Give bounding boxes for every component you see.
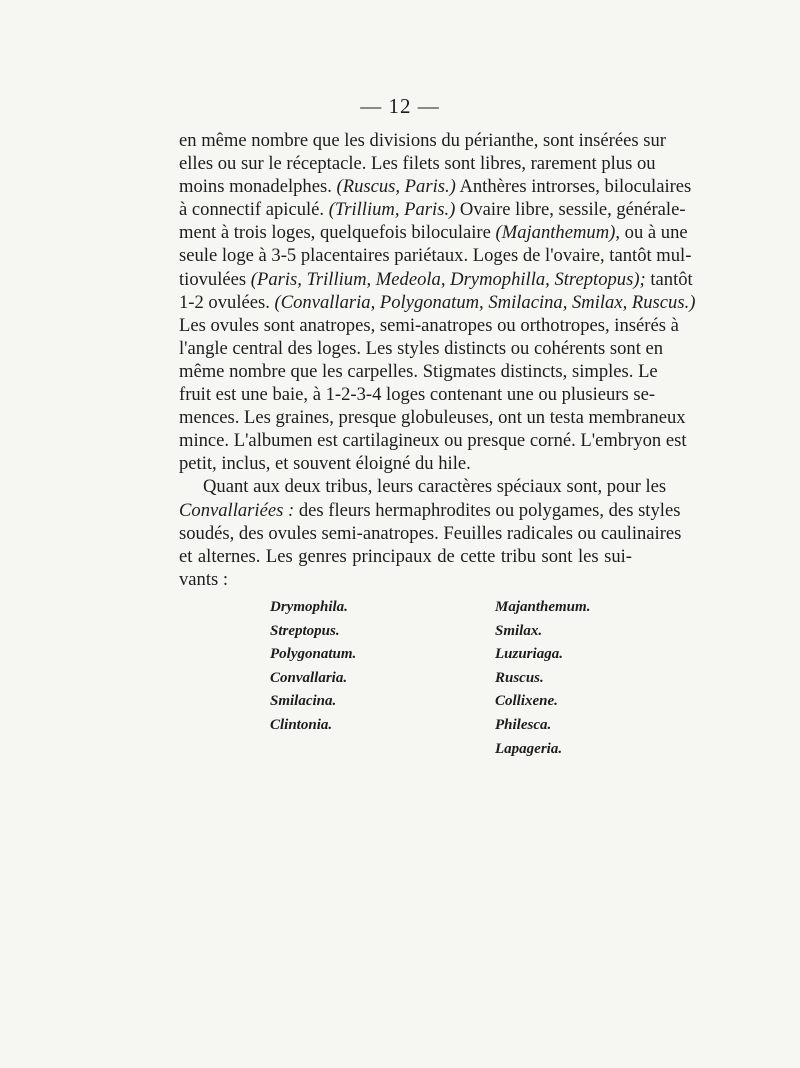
text-line: moins monadelphes. (Ruscus, Paris.) Anthères introrses, biloculaires [179,176,692,198]
text-line: ment à trois loges, quelquefois biloculaire (Majanthemum), ou à une [179,222,688,244]
text-line: elles ou sur le réceptacle. Les filets sont libres, rarement plus ou [179,153,656,175]
genus-item: Ruscus. [495,669,544,686]
text-line: seule loge à 3-5 placentaires pariétaux. Loges de l'ovaire, tantôt mul- [179,245,692,267]
genus-item: Majanthemum. [495,599,591,615]
citation: (Convallaria, Polygonatum, Smilacina, Smilax, Ruscus.) [274,291,696,313]
text-line: mince. L'albumen est cartilagineux ou presque corné. L'embryon est [179,430,687,452]
text-line: Les ovules sont anatropes, semi-anatropes ou orthotropes, insérés à [179,314,679,336]
text-line: même nombre que les carpelles. Stigmates distincts, simples. Le [179,360,658,382]
genus-item: Drymophila. [270,599,348,615]
citation: (Ruscus, Paris.) [336,176,456,198]
genus-item: Clintonia. [270,716,333,733]
genus-item: Luzuriaga. [495,646,563,663]
page-number: — 12 — [360,94,440,118]
genera-list-right [495,596,590,761]
citation: (Paris, Trillium, Medeola, Drymophilla, Streptopus); [250,268,646,290]
text-line: mences. Les graines, presque globuleuses, ont un testa membraneux [179,407,686,429]
genus-item: Polygonatum. [270,646,357,663]
text-line: soudés, des ovules semi-anatropes. Feuilles radicales ou caulinaires [179,522,682,544]
genus-item: Collixene. [495,693,558,710]
genera-list-left [270,596,356,738]
citation: (Trillium, Paris.) [328,199,456,221]
text-line: fruit est une baie, à 1-2-3-4 loges contenant une ou plusieurs se- [179,384,656,406]
genus-item: Convallaria. [270,669,348,686]
genus-item: Lapageria. [495,740,563,757]
text-line: et alternes. Les genres principaux de cette tribu sont les sui- [179,545,632,567]
genus-item: Streptopus. [270,622,340,639]
text-line: tiovulées (Paris, Trillium, Medeola, Drymophilla, Streptopus); tantôt [179,268,693,290]
text-line: vants : [179,568,229,590]
citation: (Majanthemum) [495,222,616,244]
text-line: petit, inclus, et souvent éloigné du hile. [179,453,471,475]
genus-item: Smilacina. [270,693,337,710]
text-line: à connectif apiculé. (Trillium, Paris.) Ovaire libre, sessile, générale- [179,199,686,221]
text-line: l'angle central des loges. Les styles distincts ou cohérents sont en [179,337,664,359]
body-text [179,129,696,591]
genus-item: Philesca. [495,716,552,733]
text-line: Quant aux deux tribus, leurs caractères spéciaux sont, pour les [203,476,667,498]
genus-item: Smilax. [495,622,543,639]
text-line: Convallariées : des fleurs hermaphrodites ou polygames, des styles [179,499,681,521]
text-line: 1-2 ovulées. (Convallaria, Polygonatum, Smilacina, Smilax, Ruscus.) [179,291,696,313]
text-line: en même nombre que les divisions du périanthe, sont insérées sur [179,130,666,151]
tribe-name: Convallariées : [179,499,295,521]
